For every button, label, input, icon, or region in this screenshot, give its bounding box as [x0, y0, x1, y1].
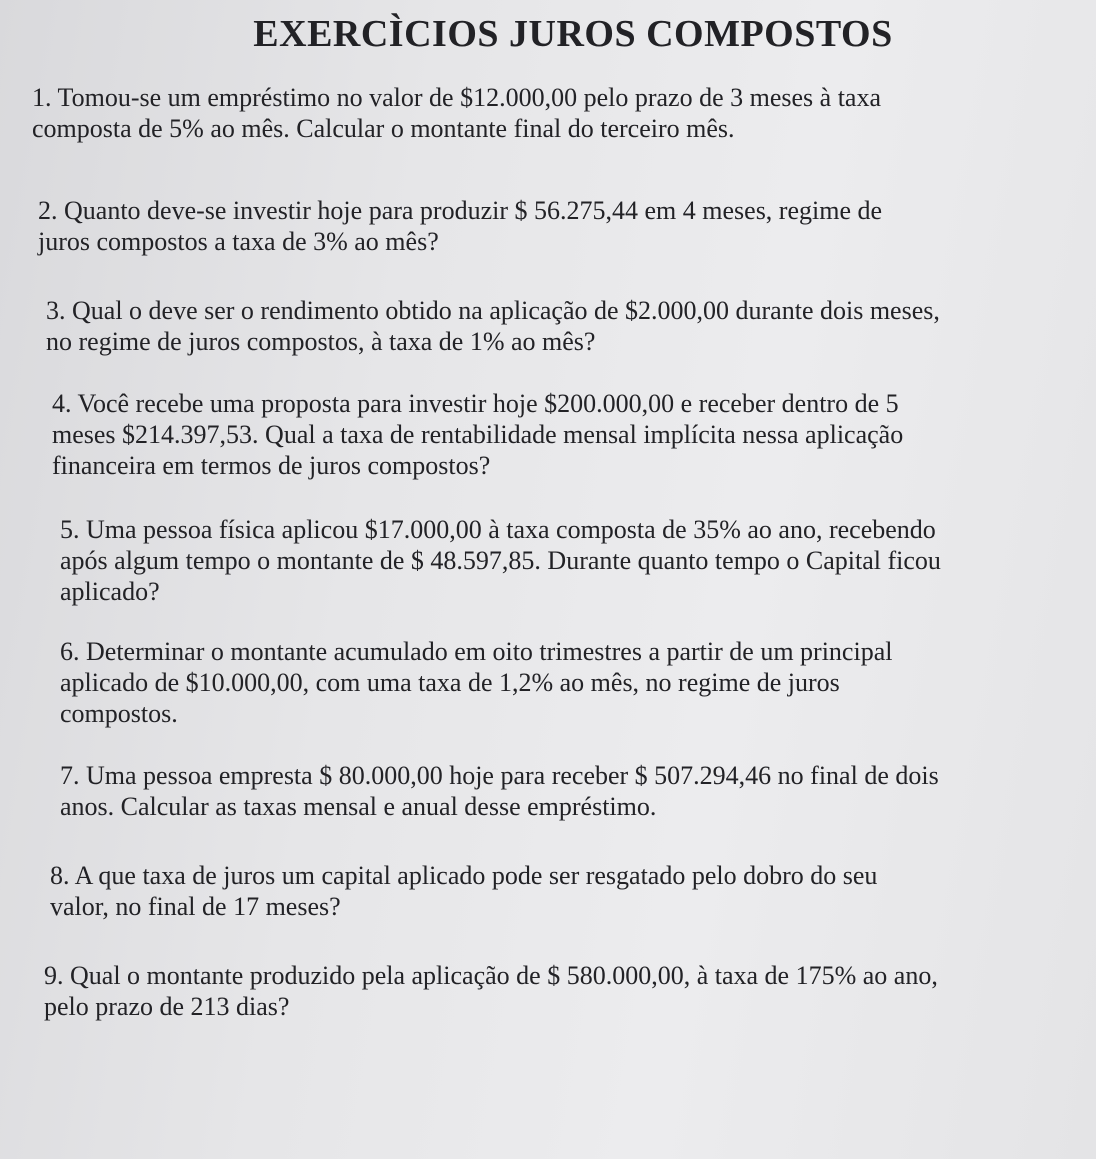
question-line: 3. Qual o deve ser o rendimento obtido na aplicação de $2.000,00 durante dois meses,	[46, 296, 940, 325]
question-4	[52, 388, 1042, 481]
question-line: 7. Uma pessoa empresta $ 80.000,00 hoje para receber $ 507.294,46 no final de dois	[60, 761, 939, 790]
question-8	[50, 860, 1040, 922]
question-2	[38, 195, 1038, 257]
question-line: anos. Calcular as taxas mensal e anual desse empréstimo.	[60, 792, 657, 821]
question-9	[44, 960, 1044, 1022]
question-line: 6. Determinar o montante acumulado em oito trimestres a partir de um principal	[60, 637, 893, 666]
question-1	[32, 82, 1042, 144]
question-line: 8. A que taxa de juros um capital aplicado pode ser resgatado pelo dobro do seu	[50, 861, 878, 890]
question-line: financeira em termos de juros compostos?	[52, 451, 491, 480]
question-line: compostos.	[60, 699, 178, 728]
question-line: 4. Você recebe uma proposta para investir hoje $200.000,00 e receber dentro de 5	[52, 389, 899, 418]
question-line: no regime de juros compostos, à taxa de 1% ao mês?	[46, 327, 596, 356]
question-line: valor, no final de 17 meses?	[50, 892, 341, 921]
question-line: meses $214.397,53. Qual a taxa de rentabilidade mensal implícita nessa aplicação	[52, 420, 904, 449]
question-7	[60, 760, 1040, 822]
question-line: aplicado de $10.000,00, com uma taxa de 1,2% ao mês, no regime de juros	[60, 668, 840, 697]
question-line: 5. Uma pessoa física aplicou $17.000,00 à taxa composta de 35% ao ano, recebendo	[60, 515, 936, 544]
question-line: pelo prazo de 213 dias?	[44, 992, 290, 1021]
question-line: após algum tempo o montante de $ 48.597,85. Durante quanto tempo o Capital ficou	[60, 546, 941, 575]
question-line: aplicado?	[60, 577, 160, 606]
question-line: 9. Qual o montante produzido pela aplicação de $ 580.000,00, à taxa de 175% ao ano,	[44, 961, 938, 990]
page-title: EXERCÌCIOS JUROS COMPOSTOS	[253, 13, 893, 55]
question-line: 1. Tomou-se um empréstimo no valor de $12.000,00 pelo prazo de 3 meses à taxa	[32, 83, 881, 112]
question-line: juros compostos a taxa de 3% ao mês?	[38, 227, 439, 256]
question-line: composta de 5% ao mês. Calcular o montante final do terceiro mês.	[32, 114, 735, 143]
question-5	[60, 514, 1040, 607]
question-3	[46, 295, 1046, 357]
question-6	[60, 636, 1040, 729]
question-line: 2. Quanto deve-se investir hoje para produzir $ 56.275,44 em 4 meses, regime de	[38, 196, 883, 225]
